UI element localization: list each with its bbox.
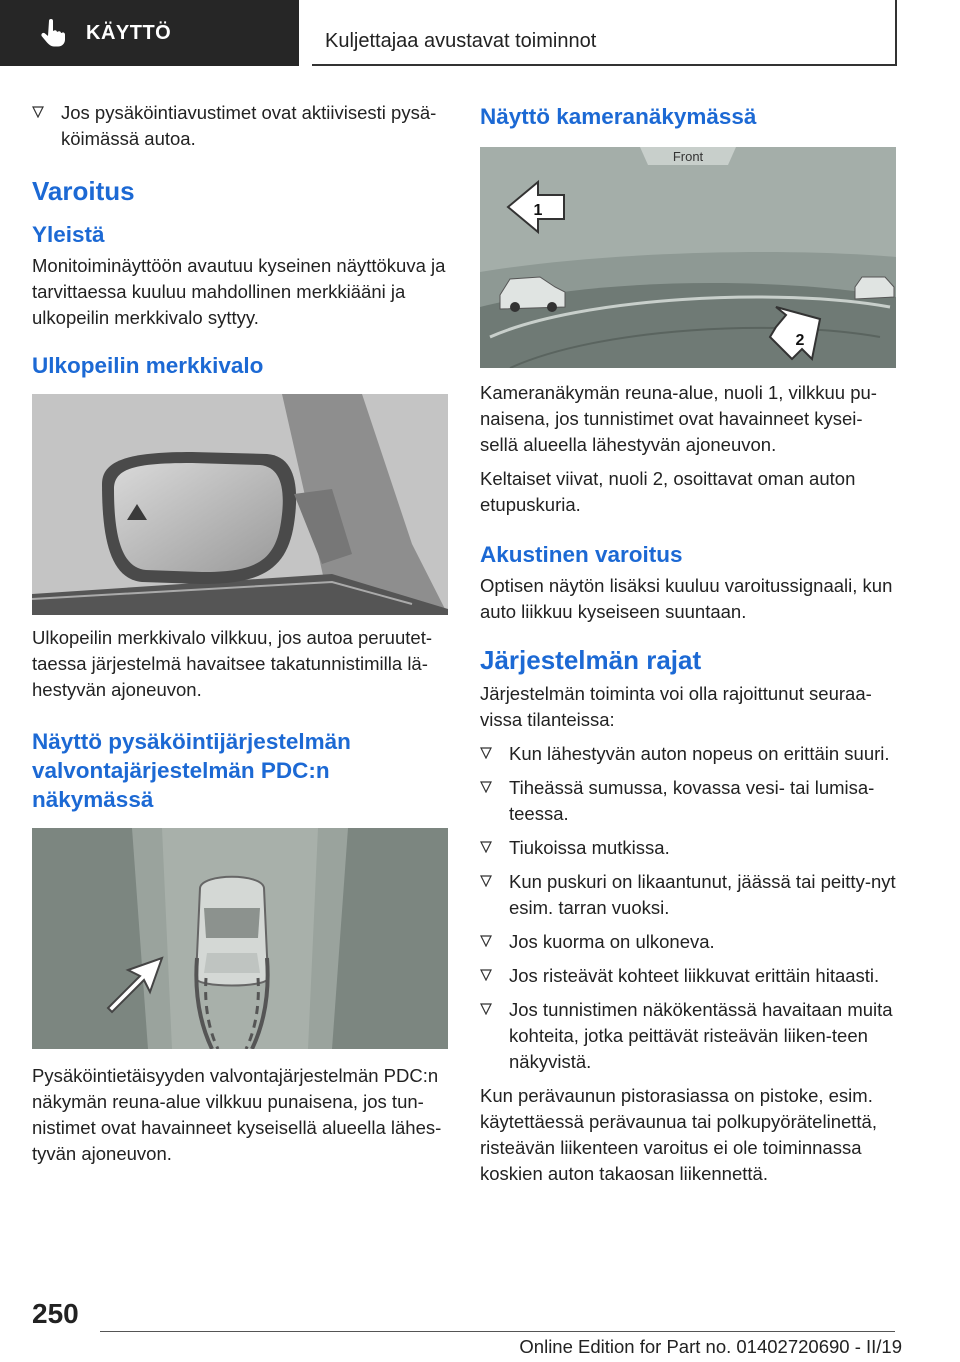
subheading-acoustic: Akustinen varoitus (480, 542, 683, 567)
triangle-bullet-icon (480, 841, 492, 853)
list-item (480, 869, 896, 921)
list-item (480, 997, 896, 1075)
page-header (0, 0, 960, 66)
subheading-camera: Näyttö kameranäkymässä (480, 104, 757, 129)
list-item-text: Jos risteävät kohteet liikkuvat erittäin hitaasti. (509, 965, 880, 986)
list-item (480, 835, 896, 861)
list-item-text: Jos pysäköintiavustimet ovat aktiivisesti pysä-köimässä autoa. (61, 102, 437, 149)
paragraph: Optisen näytön lisäksi kuuluu varoitussignaali, kun auto liikkuu kyseiseen suuntaan. (480, 575, 893, 622)
paragraph: Kun perävaunun pistorasiassa on pistoke, esim. käytettäessä perävaunua tai polkupyörätelinettä, risteävän liikenteen varoitus ei ole toiminnassa koskien auton takaosan liikennettä. (480, 1085, 877, 1184)
edition-info: Online Edition for Part no. 01402720690 - II/19 (519, 1336, 902, 1357)
pdc-image (32, 828, 448, 1049)
list-item-text: Tiukoissa mutkissa. (509, 837, 670, 858)
triangle-bullet-icon (32, 106, 44, 118)
image-caption: Keltaiset viivat, nuoli 2, osoittavat oman auton etupuskuria. (480, 468, 856, 515)
image-caption: Kameranäkymän reuna-alue, nuoli 1, vilkkuu pu-naisena, jos tunnistimet ovat havainneet kysei-sellä alueella lähestyvän ajoneuvon. (480, 382, 877, 455)
image-caption: Pysäköintietäisyyden valvontajärjestelmän PDC:n näkymän reuna-alue vilkkuu punaisena, jos tun-nistimet ovat havainneet kyseisellä alueella lähes-tyvän ajoneuvon. (32, 1065, 442, 1164)
triangle-bullet-icon (480, 969, 492, 981)
list-item (480, 741, 896, 767)
limits-list (480, 741, 896, 1075)
right-column (480, 100, 896, 1187)
section-label: KÄYTTÖ (86, 21, 172, 44)
list-item-text: Kun puskuri on likaantunut, jäässä tai peitty-nyt esim. tarran vuoksi. (509, 871, 896, 918)
section-heading-limits: Järjestelmän rajat (480, 645, 702, 675)
triangle-bullet-icon (480, 935, 492, 947)
triangle-bullet-icon (480, 747, 492, 759)
section-heading-warning: Varoitus (32, 176, 135, 206)
subheading-general: Yleistä (32, 222, 105, 247)
paragraph: Järjestelmän toiminta voi olla rajoittunut seuraa-vissa tilanteissa: (480, 683, 872, 730)
chapter-header (312, 0, 897, 66)
chapter-title: Kuljettajaa avustavat toiminnot (325, 30, 597, 52)
camera-image (480, 147, 896, 368)
list-item (32, 100, 477, 152)
mirror-image (32, 394, 448, 615)
list-item-text: Kun lähestyvän auton nopeus on erittäin suuri. (509, 743, 890, 764)
subheading-mirror: Ulkopeilin merkkivalo (32, 353, 264, 378)
list-item-text: Jos tunnistimen näkökentässä havaitaan muita kohteita, jotka peittävät risteävän liiken-teen näkyvistä. (509, 999, 893, 1072)
footer-divider (100, 1331, 895, 1332)
front-label: Front (672, 149, 704, 164)
list-item (480, 775, 896, 827)
subheading-pdc: Näyttö pysäköintijärjestelmän valvontajärjestelmän PDC:n näkymässä (32, 729, 351, 812)
triangle-bullet-icon (480, 781, 492, 793)
hand-pointer-icon (38, 18, 68, 48)
list-item (480, 929, 896, 955)
list-item-text: Jos kuorma on ulkoneva. (509, 931, 715, 952)
section-tab (0, 0, 299, 66)
arrow-2-label: 2 (795, 332, 805, 349)
paragraph: Monitoiminäyttöön avautuu kyseinen näyttökuva ja tarvittaessa kuuluu mahdollinen merkkiääni ja ulkopeilin merkkivalo syttyy. (32, 255, 446, 328)
list-item (480, 963, 896, 989)
left-column (32, 100, 448, 1167)
list-item-text: Tiheässä sumussa, kovassa vesi- tai lumisa-teessa. (509, 777, 875, 824)
triangle-bullet-icon (480, 1003, 492, 1015)
triangle-bullet-icon (480, 875, 492, 887)
page-number: 250 (32, 1298, 79, 1329)
image-caption: Ulkopeilin merkkivalo vilkkuu, jos autoa peruutet-taessa järjestelmä havaitsee takatunnistimilla lä-hestyvän ajoneuvon. (32, 627, 432, 700)
arrow-1-label: 1 (533, 202, 543, 219)
